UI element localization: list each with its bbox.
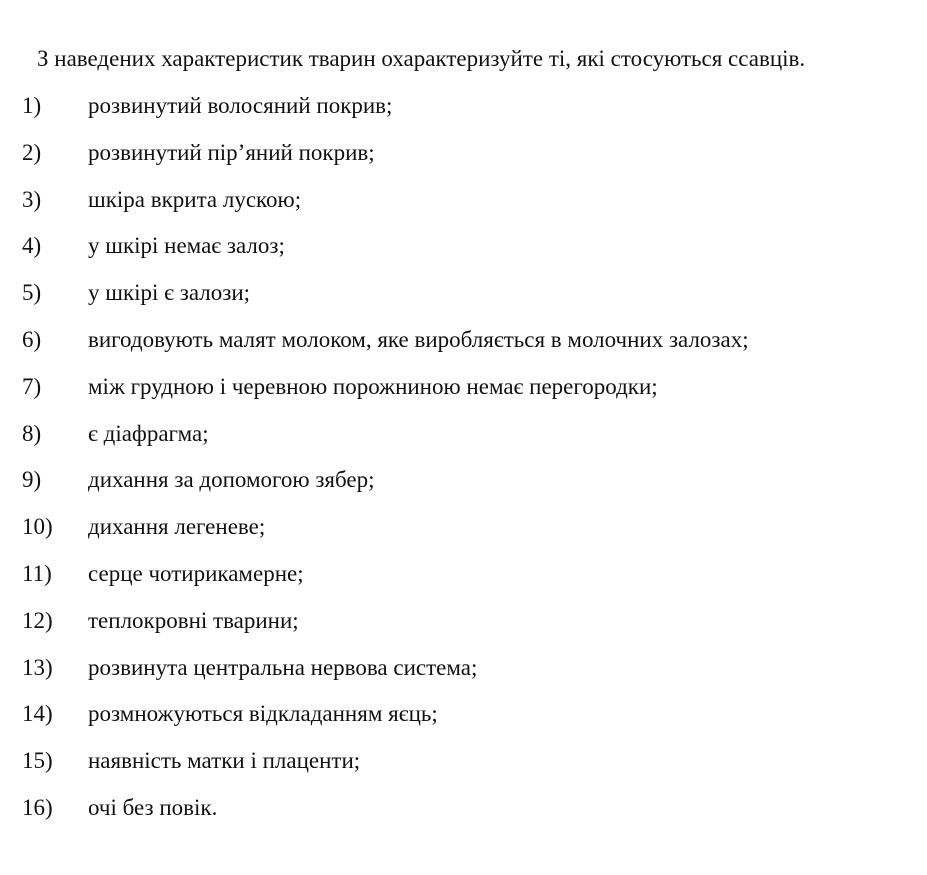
question-text: З наведених характеристик тварин охарактеризуйте ті, які стосуються ссавців.: [37, 46, 806, 71]
item-text: розвинута центральна нервова система;: [88, 654, 478, 680]
item-number: 12): [22, 607, 53, 633]
item-number: 16): [22, 794, 53, 820]
item-text: між грудною і черевною порожниною немає перегородки;: [88, 373, 658, 399]
item-number: 9): [22, 467, 42, 493]
item-number: 11): [22, 560, 52, 586]
item-text: вигодовують малят молоком, яке виробляється в молочних залозах;: [88, 326, 749, 352]
item-text: наявність матки і плаценти;: [88, 748, 361, 774]
item-number: 15): [22, 748, 53, 774]
item-number: 1): [22, 93, 42, 118]
item-text: теплокровні тварини;: [88, 607, 299, 633]
item-text: серце чотирикамерне;: [88, 560, 304, 586]
item-text: розмножуються відкладанням яєць;: [88, 701, 438, 727]
item-number: 2): [22, 139, 42, 165]
item-text: є діафрагма;: [88, 420, 209, 446]
item-number: 10): [22, 514, 53, 540]
item-number: 8): [22, 420, 42, 446]
item-text: розвинутий волосяний покрив;: [88, 93, 393, 118]
item-number: 3): [22, 186, 42, 212]
item-text: розвинутий пір’яний покрив;: [88, 139, 375, 165]
item-text: у шкірі немає залоз;: [88, 233, 285, 259]
item-text: дихання за допомогою зябер;: [88, 467, 375, 493]
item-text: дихання легеневе;: [88, 514, 266, 540]
item-number: 13): [22, 654, 53, 680]
item-text: очі без повік.: [88, 794, 218, 820]
item-number: 4): [22, 233, 42, 259]
item-number: 5): [22, 280, 42, 306]
item-text: у шкірі є залози;: [88, 280, 251, 306]
item-number: 7): [22, 373, 42, 399]
item-text: шкіра вкрита лускою;: [88, 186, 302, 212]
item-number: 6): [22, 326, 42, 352]
item-number: 14): [22, 701, 53, 727]
